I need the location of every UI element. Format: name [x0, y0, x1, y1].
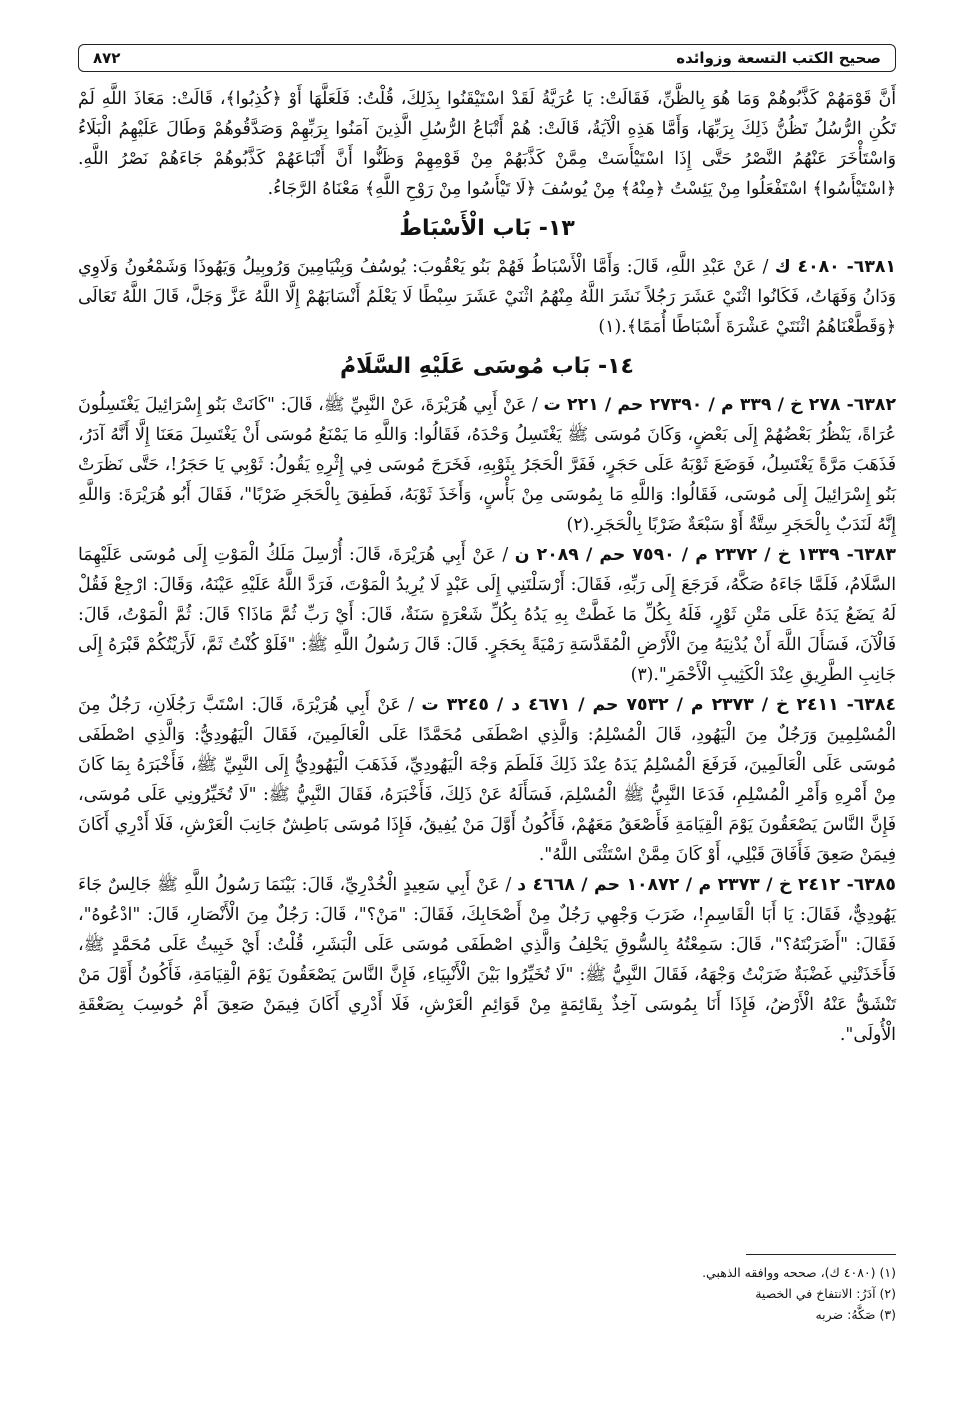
page-body — [78, 84, 896, 1050]
hadith-6382 — [78, 390, 896, 540]
hadith-number: ٦٣٨٥- ٢٤١٢ خ / ٢٣٧٣ م / ١٠٨٧٢ حم / ٤٦٦٨ د — [517, 875, 896, 895]
hadith-text: / عَنْ عَبْدِ اللَّهِ، قَالَ: وَأَمَّا الْأَسْبَاطُ فَهُمْ بَنُو يَعْقُوبَ: يُوسُفُ وَبِنْيَامِينَ وَرُوبِيلُ وَيَهُوذَا وَشَمْعُونُ وَلَاوِي وَدَانُ وَفَهَاتُ، فَكَانُوا اثْنَيْ عَشَرَ رَجُلاً نَشَرَ اللَّهُ مِنْهُمُ اثْنَيْ عَشَرَ سِبْطًا لَا يَعْلَمُ أَنْسَابَهُمْ إِلَّا اللَّهُ عَزَّ وَجَلَّ، قَالَ اللَّهُ تَعَالَى ﴿وَقَطَّعْنَاهُمُ اثْنَتَيْ عَشْرَةَ أَسْبَاطًا أُمَمًا﴾.(١) — [78, 257, 896, 337]
hadith-text: / عَنْ أَبِي هُرَيْرَةَ، قَالَ: أُرْسِلَ مَلَكُ الْمَوْتِ إِلَى مُوسَى عَلَيْهِمَا السَّلَامُ، فَلَمَّا جَاءَهُ صَكَّهُ، فَرَجَعَ إِلَى رَبِّهِ، فَقَالَ: أَرْسَلْتَنِي إِلَى عَبْدٍ لَا يُرِيدُ الْمَوْتَ، فَرَدَّ اللَّهُ عَلَيْهِ عَيْنَهُ، وَقَالَ: ارْجِعْ فَقُلْ لَهُ يَضَعُ يَدَهُ عَلَى مَتْنِ ثَوْرٍ، فَلَهُ بِكُلِّ مَا غَطَّتْ بِهِ يَدُهُ بِكُلِّ شَعْرَةٍ سَنَةٌ، قَالَ: أَيْ رَبِّ ثُمَّ مَاذَا؟ قَالَ: ثُمَّ الْمَوْتُ، قَالَ: فَالْآنَ، فَسَأَلَ اللَّهَ أَنْ يُدْنِيَهُ مِنَ الْأَرْضِ الْمُقَدَّسَةِ رَمْيَةً بِحَجَرٍ. قَالَ: قَالَ رَسُولُ اللَّهِ ﷺ: "فَلَوْ كُنْتُ ثَمَّ، لَأَرَيْتُكُمْ قَبْرَهُ إِلَى جَانِبِ الطَّرِيقِ عِنْدَ الْكَثِيبِ الْأَحْمَرِ".(٣) — [78, 545, 896, 685]
chapter-13-title: ١٣- بَاب الْأَسْبَاطُ — [399, 216, 575, 241]
hadith-number: ٦٣٨٢- ٢٧٨ خ / ٣٣٩ م / ٢٧٣٩٠ حم / ٢٢١ ت — [543, 395, 896, 415]
footnote-1: (١) (٤٠٨٠ ك)، صححه ووافقه الذهبي. — [702, 1265, 896, 1280]
hadith-text: / عَنْ أَبِي سَعِيدٍ الْخُدْرِيِّ، قَالَ: بَيْنَمَا رَسُولُ اللَّهِ ﷺ جَالِسٌ جَاءَ يَهُودِيٌّ، فَقَالَ: يَا أَبَا الْقَاسِمِ!، ضَرَبَ وَجْهِي رَجُلٌ مِنْ أَصْحَابِكَ، فَقَالَ: "مَنْ؟"، قَالَ: رَجُلٌ مِنَ الْأَنْصَارِ، قَالَ: "ادْعُوهُ"، فَقَالَ: "أَضَرَبْتَهُ؟"، قَالَ: سَمِعْتُهُ بِالسُّوقِ يَحْلِفُ وَالَّذِي اصْطَفَى مُوسَى عَلَى الْبَشَرِ، قُلْتُ: أَيْ خَبِيثُ عَلَى مُحَمَّدٍ ﷺ، فَأَخَذَتْنِي غَضْبَةٌ ضَرَبْتُ وَجْهَهُ، فَقَالَ النَّبِيُّ ﷺ: "لَا تُخَيِّرُوا بَيْنَ الْأَنْبِيَاءِ، فَإِنَّ النَّاسَ يَصْعَقُونَ يَوْمَ الْقِيَامَةِ، فَأَكُونُ أَوَّلَ مَنْ تَنْشَقُّ عَنْهُ الْأَرْضُ، فَإِذَا أَنَا بِمُوسَى آخِذٌ بِقَائِمَةٍ مِنْ قَوَائِمِ الْعَرْشِ، فَلَا أَدْرِي أَكَانَ فِيمَنْ صَعِقَ أَمْ حُوسِبَ بِصَعْقَةِ الْأُولَى". — [78, 875, 896, 1045]
document-page — [78, 44, 896, 1394]
intro-paragraph: أَنَّ قَوْمَهُمْ كَذَّبُوهُمْ وَمَا هُوَ بِالظَّنِّ، فَقَالَتْ: يَا عُرَيَّةُ لَقَدْ اسْتَيْقَنُوا بِذَلِكَ، قُلْتُ: فَلَعَلَّهَا أَوْ ﴿كُذِبُوا﴾، قَالَتْ: مَعَاذَ اللَّهِ لَمْ تَكُنِ الرُّسُلُ تَظُنُّ ذَلِكَ بِرَبِّهَا، وَأَمَّا هَذِهِ الْآيَةُ، قَالَتْ: هُمْ أَتْبَاعُ الرُّسُلِ الَّذِينَ آمَنُوا بِرَبِّهِمْ وَصَدَّقُوهُمْ وَطَالَ عَلَيْهِمُ الْبَلَاءُ وَاسْتَأْخَرَ عَنْهُمُ النَّصْرُ حَتَّى إِذَا اسْتَيْأَسَتْ مِمَّنْ كَذَّبَهُمْ مِنْ قَوْمِهِمْ وَظَنُّوا أَنَّ أَتْبَاعَهُمْ كَذَّبُوهُمْ جَاءَهُمْ نَصْرُ اللَّهِ. ﴿اسْتَيْأَسُوا﴾ اسْتَفْعَلُوا مِنْ يَئِسْتُ ﴿مِنْهُ﴾ مِنْ يُوسُفَ ﴿لَا تَيْأَسُوا مِنْ رَوْحِ اللَّهِ﴾ مَعْنَاهُ الرَّجَاءُ. — [78, 89, 896, 199]
footnote-3: (٣) صَكَّهُ: ضربه — [815, 1307, 896, 1322]
footnotes — [78, 1262, 896, 1325]
hadith-number: ٦٣٨٤- ٢٤١١ خ / ٢٣٧٣ م / ٧٥٣٢ حم / ٤٦٧١ د / ٣٢٤٥ ت — [421, 695, 896, 715]
hadith-6384 — [78, 690, 896, 870]
hadith-6383 — [78, 540, 896, 690]
chapter-14-title: ١٤- بَاب مُوسَى عَلَيْهِ السَّلَامُ — [340, 354, 634, 379]
footnote-2: (٢) آدَرُ: الانتفاخ في الخصية — [755, 1286, 896, 1301]
running-header — [78, 44, 896, 72]
footnote-divider — [746, 1254, 896, 1255]
hadith-text: / عَنْ أَبِي هُرَيْرَةَ، عَنْ النَّبِيِّ ﷺ، قَالَ: "كَانَتْ بَنُو إِسْرَائِيلَ يَغْتَسِلُونَ عُرَاةً، يَنْظُرُ بَعْضُهُمْ إِلَى بَعْضٍ، وَكَانَ مُوسَى ﷺ يَغْتَسِلُ وَحْدَهُ، فَقَالُوا: وَاللَّهِ مَا يَمْنَعُ مُوسَى أَنْ يَغْتَسِلَ مَعَنَا إِلَّا أَنَّهُ آدَرُ، فَذَهَبَ مَرَّةً يَغْتَسِلُ، فَوَضَعَ ثَوْبَهُ عَلَى حَجَرٍ، فَفَرَّ الْحَجَرُ بِثَوْبِهِ، فَخَرَجَ مُوسَى فِي إِثْرِهِ يَقُولُ: ثَوْبِي يَا حَجَرُ!، حَتَّى نَظَرَتْ بَنُو إِسْرَائِيلَ إِلَى مُوسَى، فَقَالُوا: وَاللَّهِ مَا بِمُوسَى مِنْ بَأْسٍ، وَأَخَذَ ثَوْبَهُ، فَطَفِقَ بِالْحَجَرِ ضَرْبًا"، فَقَالَ أَبُو هُرَيْرَةَ: وَاللَّهِ إِنَّهُ لَنَدَبٌ بِالْحَجَرِ سِتَّةٌ أَوْ سَبْعَةٌ ضَرْبًا بِالْحَجَرِ.(٢) — [78, 395, 896, 535]
hadith-6381 — [78, 252, 896, 342]
hadith-number: ٦٣٨١- ٤٠٨٠ ك — [774, 257, 896, 277]
hadith-number: ٦٣٨٣- ١٣٣٩ خ / ٢٣٧٢ م / ٧٥٩٠ حم / ٢٠٨٩ ن — [514, 545, 896, 565]
hadith-text: / عَنْ أَبِي هُرَيْرَةَ، قَالَ: اسْتَبَّ رَجُلَانِ، رَجُلٌ مِنَ الْمُسْلِمِينَ وَرَجُلٌ مِنَ الْيَهُودِ، قَالَ الْمُسْلِمُ: وَالَّذِي اصْطَفَى مُحَمَّدًا عَلَى الْعَالَمِينَ، فَقَالَ الْيَهُودِيُّ: وَالَّذِي اصْطَفَى مُوسَى عَلَى الْعَالَمِينَ، فَرَفَعَ الْمُسْلِمُ يَدَهُ عِنْدَ ذَلِكَ فَلَطَمَ وَجْهَ الْيَهُودِيِّ، فَذَهَبَ الْيَهُودِيُّ إِلَى النَّبِيِّ ﷺ، فَأَخْبَرَهُ بِمَا كَانَ مِنْ أَمْرِهِ وَأَمْرِ الْمُسْلِمِ، فَدَعَا النَّبِيُّ ﷺ الْمُسْلِمَ، فَسَأَلَهُ عَنْ ذَلِكَ، فَأَخْبَرَهُ، فَقَالَ النَّبِيُّ ﷺ: "لَا تُخَيِّرُونِي عَلَى مُوسَى، فَإِنَّ النَّاسَ يَصْعَقُونَ يَوْمَ الْقِيَامَةِ فَأَصْعَقُ مَعَهُمْ، فَأَكُونُ أَوَّلَ مَنْ يُفِيقُ، فَإِذَا مُوسَى بَاطِشٌ جَانِبَ الْعَرْشِ، فَلَا أَدْرِي أَكَانَ فِيمَنْ صَعِقَ فَأَفَاقَ قَبْلِي، أَوْ كَانَ مِمَّنْ اسْتَثْنَى اللَّهُ". — [78, 695, 896, 865]
hadith-6385 — [78, 870, 896, 1050]
page-number: ٨٧٢ — [93, 49, 121, 67]
book-title: صحيح الكتب التسعة وزوائده — [676, 49, 881, 67]
